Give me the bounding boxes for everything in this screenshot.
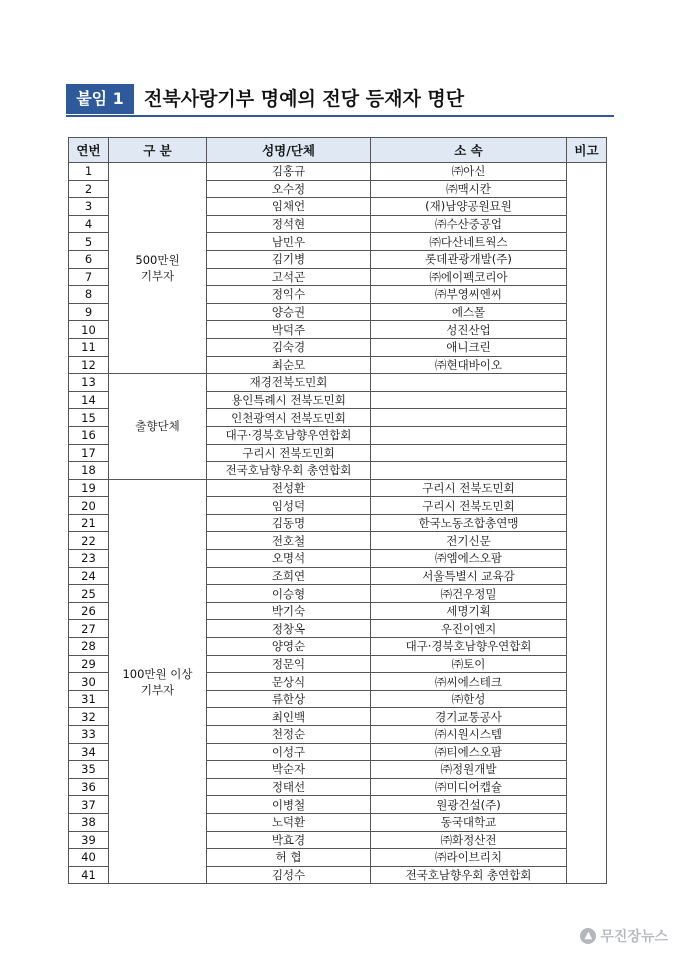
donor-roster-table <box>68 137 607 884</box>
header-affiliation: 소 속 <box>371 138 567 163</box>
row-number: 29 <box>69 655 109 673</box>
donor-affiliation <box>371 391 567 409</box>
watermark <box>580 926 668 946</box>
category-label: 출향단체 <box>135 419 180 434</box>
donor-name: 전국호남향우회 총연합회 <box>207 462 371 480</box>
category-label: 500만원 <box>135 253 180 268</box>
donor-affiliation: ㈜건우정밀 <box>371 585 567 603</box>
donor-affiliation: 동국대학교 <box>371 813 567 831</box>
donor-name: 양승권 <box>207 303 371 321</box>
row-number: 11 <box>69 338 109 356</box>
donor-affiliation: 경기교통공사 <box>371 708 567 726</box>
row-number: 41 <box>69 866 109 884</box>
row-number: 37 <box>69 796 109 814</box>
row-number: 35 <box>69 761 109 779</box>
donor-affiliation <box>371 409 567 427</box>
remarks-cell <box>567 163 607 884</box>
row-number: 16 <box>69 426 109 444</box>
donor-affiliation: ㈜수산중공업 <box>371 215 567 233</box>
donor-name: 조희연 <box>207 567 371 585</box>
donor-name: 임성덕 <box>207 497 371 515</box>
row-number: 19 <box>69 479 109 497</box>
mountain-logo-icon: ▲ <box>580 928 596 944</box>
donor-affiliation: ㈜엠에스오팜 <box>371 550 567 568</box>
donor-name: 전호철 <box>207 532 371 550</box>
donor-name: 전성환 <box>207 479 371 497</box>
donor-name: 김동명 <box>207 514 371 532</box>
row-number: 13 <box>69 374 109 392</box>
donor-affiliation: ㈜토이 <box>371 655 567 673</box>
donor-name: 대구·경북호남향우연합회 <box>207 426 371 444</box>
donor-name: 박기숙 <box>207 602 371 620</box>
table-header-row <box>69 138 607 163</box>
donor-name: 구리시 전북도민회 <box>207 444 371 462</box>
attachment-badge: 붙임 1 <box>66 84 134 114</box>
table-row <box>69 479 607 497</box>
donor-name: 정석현 <box>207 215 371 233</box>
row-number: 36 <box>69 778 109 796</box>
donor-name: 이성구 <box>207 743 371 761</box>
row-number: 8 <box>69 286 109 304</box>
donor-name: 허 협 <box>207 849 371 867</box>
donor-affiliation: 서울특별시 교육감 <box>371 567 567 585</box>
donor-affiliation: 성진산업 <box>371 321 567 339</box>
row-number: 33 <box>69 726 109 744</box>
row-number: 24 <box>69 567 109 585</box>
donor-name: 박효경 <box>207 831 371 849</box>
row-number: 9 <box>69 303 109 321</box>
row-number: 23 <box>69 550 109 568</box>
row-number: 31 <box>69 690 109 708</box>
donor-affiliation: 에스몰 <box>371 303 567 321</box>
donor-affiliation: 롯데관광개발(주) <box>371 250 567 268</box>
row-number: 38 <box>69 813 109 831</box>
donor-name: 남민우 <box>207 233 371 251</box>
row-number: 14 <box>69 391 109 409</box>
donor-affiliation: 한국노동조합총연맹 <box>371 514 567 532</box>
donor-name: 정태선 <box>207 778 371 796</box>
table-body <box>69 163 607 884</box>
donor-affiliation: ㈜다산네트웍스 <box>371 233 567 251</box>
donor-name: 박덕주 <box>207 321 371 339</box>
header-name: 성명/단체 <box>207 138 371 163</box>
donor-affiliation: ㈜에이펙코리아 <box>371 268 567 286</box>
donor-name: 이승형 <box>207 585 371 603</box>
donor-affiliation: 전국호남향우회 총연합회 <box>371 866 567 884</box>
donor-name: 김기병 <box>207 250 371 268</box>
donor-name: 고석곤 <box>207 268 371 286</box>
row-number: 18 <box>69 462 109 480</box>
donor-name: 김성수 <box>207 866 371 884</box>
donor-affiliation: ㈜시원시스템 <box>371 726 567 744</box>
donor-name: 문상식 <box>207 673 371 691</box>
row-number: 20 <box>69 497 109 515</box>
donor-affiliation: ㈜정원개발 <box>371 761 567 779</box>
row-number: 1 <box>69 163 109 181</box>
category-cell <box>109 479 207 884</box>
donor-affiliation <box>371 462 567 480</box>
row-number: 4 <box>69 215 109 233</box>
donor-name: 오수정 <box>207 180 371 198</box>
donor-name: 최순모 <box>207 356 371 374</box>
category-cell <box>109 374 207 480</box>
row-number: 26 <box>69 602 109 620</box>
watermark-text: 무진장뉴스 <box>600 929 668 945</box>
donor-affiliation <box>371 426 567 444</box>
row-number: 25 <box>69 585 109 603</box>
donor-name: 재경전북도민회 <box>207 374 371 392</box>
donor-name: 임채언 <box>207 198 371 216</box>
table-row <box>69 374 607 392</box>
row-number: 2 <box>69 180 109 198</box>
title-underline <box>66 115 614 117</box>
donor-affiliation: ㈜라이브리치 <box>371 849 567 867</box>
donor-affiliation: 우진이엔지 <box>371 620 567 638</box>
table-row <box>69 163 607 181</box>
donor-affiliation: ㈜미디어캡슐 <box>371 778 567 796</box>
donor-name: 김홍규 <box>207 163 371 181</box>
donor-affiliation: ㈜아신 <box>371 163 567 181</box>
donor-name: 이병철 <box>207 796 371 814</box>
donor-affiliation: 대구·경북호남향우연합회 <box>371 638 567 656</box>
row-number: 34 <box>69 743 109 761</box>
donor-affiliation: 전기신문 <box>371 532 567 550</box>
donor-name: 천정순 <box>207 726 371 744</box>
row-number: 6 <box>69 250 109 268</box>
category-label: 100만원 이상 <box>122 666 193 681</box>
donor-name: 정익수 <box>207 286 371 304</box>
donor-name: 인천광역시 전북도민회 <box>207 409 371 427</box>
row-number: 12 <box>69 356 109 374</box>
donor-affiliation: 구리시 전북도민회 <box>371 497 567 515</box>
donor-affiliation <box>371 444 567 462</box>
row-number: 7 <box>69 268 109 286</box>
category-cell <box>109 163 207 374</box>
row-number: 10 <box>69 321 109 339</box>
donor-affiliation: ㈜씨에스테크 <box>371 673 567 691</box>
donor-name: 최인백 <box>207 708 371 726</box>
donor-affiliation: 원광건설(주) <box>371 796 567 814</box>
category-sublabel: 기부자 <box>140 269 175 284</box>
row-number: 5 <box>69 233 109 251</box>
donor-affiliation: ㈜부영씨엔씨 <box>371 286 567 304</box>
page-title: 전북사랑기부 명예의 전당 등재자 명단 <box>144 88 465 110</box>
donor-affiliation: ㈜화정산전 <box>371 831 567 849</box>
title-bar <box>66 84 614 116</box>
donor-affiliation: 세명기획 <box>371 602 567 620</box>
donor-affiliation <box>371 374 567 392</box>
row-number: 3 <box>69 198 109 216</box>
category-sublabel: 기부자 <box>140 682 175 697</box>
donor-name: 류한상 <box>207 690 371 708</box>
donor-name: 양영순 <box>207 638 371 656</box>
row-number: 39 <box>69 831 109 849</box>
donor-name: 정문익 <box>207 655 371 673</box>
header-category: 구 분 <box>109 138 207 163</box>
row-number: 27 <box>69 620 109 638</box>
donor-affiliation: 애니크린 <box>371 338 567 356</box>
donor-name: 정창옥 <box>207 620 371 638</box>
donor-affiliation: ㈜티에스오팜 <box>371 743 567 761</box>
row-number: 15 <box>69 409 109 427</box>
donor-affiliation: 구리시 전북도민회 <box>371 479 567 497</box>
donor-name: 오명석 <box>207 550 371 568</box>
donor-affiliation: (재)남양공원묘원 <box>371 198 567 216</box>
donor-affiliation: ㈜맥시칸 <box>371 180 567 198</box>
row-number: 28 <box>69 638 109 656</box>
row-number: 22 <box>69 532 109 550</box>
donor-affiliation: ㈜한성 <box>371 690 567 708</box>
row-number: 21 <box>69 514 109 532</box>
row-number: 32 <box>69 708 109 726</box>
donor-name: 박순자 <box>207 761 371 779</box>
row-number: 30 <box>69 673 109 691</box>
row-number: 40 <box>69 849 109 867</box>
donor-name: 용인특례시 전북도민회 <box>207 391 371 409</box>
donor-affiliation: ㈜현대바이오 <box>371 356 567 374</box>
donor-name: 노덕환 <box>207 813 371 831</box>
header-number: 연번 <box>69 138 109 163</box>
donor-name: 김숙경 <box>207 338 371 356</box>
row-number: 17 <box>69 444 109 462</box>
header-remarks: 비고 <box>567 138 607 163</box>
